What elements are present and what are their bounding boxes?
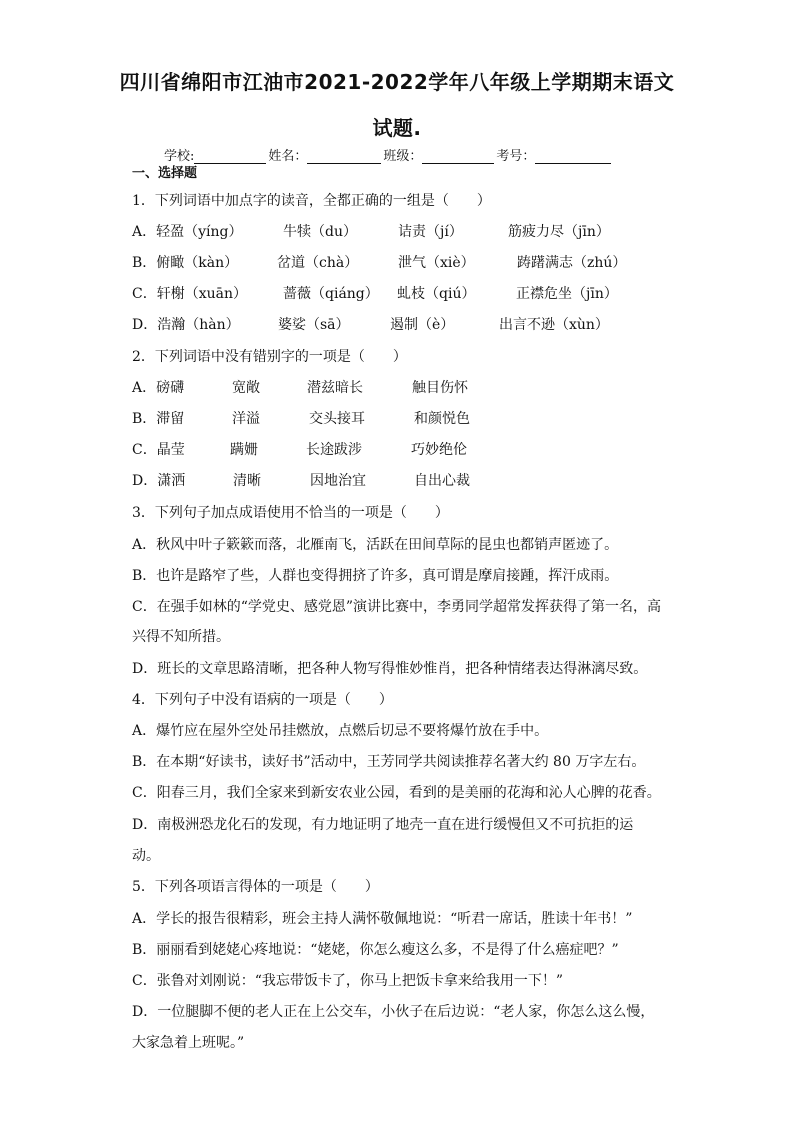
- class-label: 班级：: [383, 149, 423, 164]
- q5-option-b: B．丽丽看到姥姥心疼地说：“姥姥，你怎么瘦这么多，不是得了什么癌症吧？”: [132, 942, 619, 958]
- q1-option-c-4: 正襟危坐（jīn）: [516, 286, 618, 302]
- q4-option-a: A．爆竹应在屋外空处吊挂燃放，点燃后切忌不要将爆竹放在手中。: [132, 723, 549, 739]
- q2-option-a-1: A．磅礴: [132, 380, 185, 396]
- q2-option-a-3: 潜兹暗长: [307, 380, 363, 396]
- q1-option-c-1: C．轩榭（xuān）: [132, 286, 247, 302]
- school-label: 学校:: [164, 149, 195, 164]
- q2-option-c-1: C．晶莹: [132, 442, 185, 458]
- q1-option-d-4: 出言不逊（xùn）: [499, 317, 609, 333]
- q5-option-c: C．张鲁对刘刚说：“我忘带饭卡了，你马上把饭卡拿来给我用一下！”: [132, 973, 564, 989]
- exam-no-field[interactable]: [535, 150, 611, 164]
- q2-option-c-3: 长途跋涉: [306, 442, 362, 458]
- q1-option-b-2: 岔道（chà）: [277, 255, 359, 271]
- q4-option-d-continued: 动。: [132, 848, 160, 864]
- school-field[interactable]: [194, 150, 266, 164]
- q1-option-c-2: 蔷薇（qiáng）: [283, 286, 379, 302]
- q2-option-a-4: 触目伤怀: [412, 380, 468, 396]
- q1-option-a-3: 诘责（jí）: [398, 224, 463, 240]
- q3-option-c: C．在强手如林的“学党史、感党恩”演讲比赛中，李勇同学超常发挥获得了第一名，高: [132, 599, 662, 615]
- q1-option-a-2: 牛犊（du）: [283, 224, 357, 240]
- name-field[interactable]: [307, 150, 381, 164]
- q1-option-c-3: 虬枝（qiú）: [397, 286, 476, 302]
- name-label: 姓名：: [268, 149, 308, 164]
- question-5-stem: 5．下列各项语言得体的一项是（ ）: [132, 879, 379, 895]
- q2-option-b-3: 交头接耳: [309, 411, 365, 427]
- section-heading: 一、选择题: [132, 166, 198, 181]
- q3-option-b: B．也许是路窄了些，人群也变得拥挤了许多，真可谓是摩肩接踵，挥汗成雨。: [132, 568, 619, 584]
- question-2-stem: 2．下列词语中没有错别字的一项是（ ）: [132, 349, 407, 365]
- q4-option-b: B．在本期“好读书，读好书”活动中，王芳同学共阅读推荐名著大约 80 万字左右。: [132, 754, 646, 770]
- q2-option-c-2: 蹒姗: [230, 442, 258, 458]
- q1-option-d-3: 遏制（è）: [390, 317, 455, 333]
- q2-option-d-1: D．潇洒: [132, 473, 186, 489]
- q5-option-a: A．学长的报告很精彩，班会主持人满怀敬佩地说：“听君一席话，胜读十年书！”: [132, 911, 633, 927]
- q5-option-d-continued: 大家急着上班呢。”: [132, 1035, 245, 1051]
- q1-option-b-3: 泄气（xiè）: [398, 255, 475, 271]
- q4-option-d: D．南极洲恐龙化石的发现，有力地证明了地壳一直在进行缓慢但又不可抗拒的运: [132, 817, 634, 833]
- q2-option-d-4: 自出心裁: [414, 473, 470, 489]
- exam-title: 四川省绵阳市江油市2021-2022学年八年级上学期期末语文: [119, 70, 675, 94]
- q3-option-c-continued: 兴得不知所措。: [132, 629, 230, 645]
- q5-option-d: D．一位腿脚不便的老人正在上公交车，小伙子在后边说：“老人家，你怎么这么慢，: [132, 1004, 655, 1020]
- q1-option-b-1: B．俯瞰（kàn）: [132, 255, 239, 271]
- q2-option-d-2: 清晰: [233, 473, 261, 489]
- q1-option-a-1: A．轻盈（yíng）: [132, 224, 243, 240]
- q2-option-d-3: 因地治宜: [310, 473, 366, 489]
- q1-option-b-4: 踌躇满志（zhú）: [517, 255, 627, 271]
- q1-option-d-1: D．浩瀚（hàn）: [132, 317, 240, 333]
- q1-option-d-2: 婆娑（sā）: [278, 317, 350, 333]
- q3-option-a: A．秋风中叶子簌簌而落，北雁南飞，活跃在田间草际的昆虫也都销声匿迹了。: [132, 537, 619, 553]
- student-info-row: [164, 145, 613, 164]
- question-4-stem: 4．下列句子中没有语病的一项是（ ）: [132, 692, 393, 708]
- q2-option-a-2: 宽敞: [232, 380, 260, 396]
- q2-option-c-4: 巧妙绝伦: [411, 442, 467, 458]
- question-1-stem: 1．下列词语中加点字的读音，全都正确的一组是（ ）: [132, 193, 491, 209]
- exam-title-continued: 试题.: [372, 116, 422, 140]
- q2-option-b-2: 洋溢: [232, 411, 260, 427]
- q4-option-c: C．阳春三月，我们全家来到新安农业公园，看到的是美丽的花海和沁人心脾的花香。: [132, 785, 661, 801]
- q2-option-b-4: 和颜悦色: [414, 411, 470, 427]
- q1-option-a-4: 筋疲力尽（jīn）: [508, 224, 610, 240]
- q2-option-b-1: B．滞留: [132, 411, 185, 427]
- question-3-stem: 3．下列句子加点成语使用不恰当的一项是（ ）: [132, 505, 449, 521]
- q3-option-d: D．班长的文章思路清晰，把各种人物写得惟妙惟肖，把各种情绪表达得淋漓尽致。: [132, 661, 648, 677]
- class-field[interactable]: [422, 150, 494, 164]
- exam-no-label: 考号：: [496, 149, 536, 164]
